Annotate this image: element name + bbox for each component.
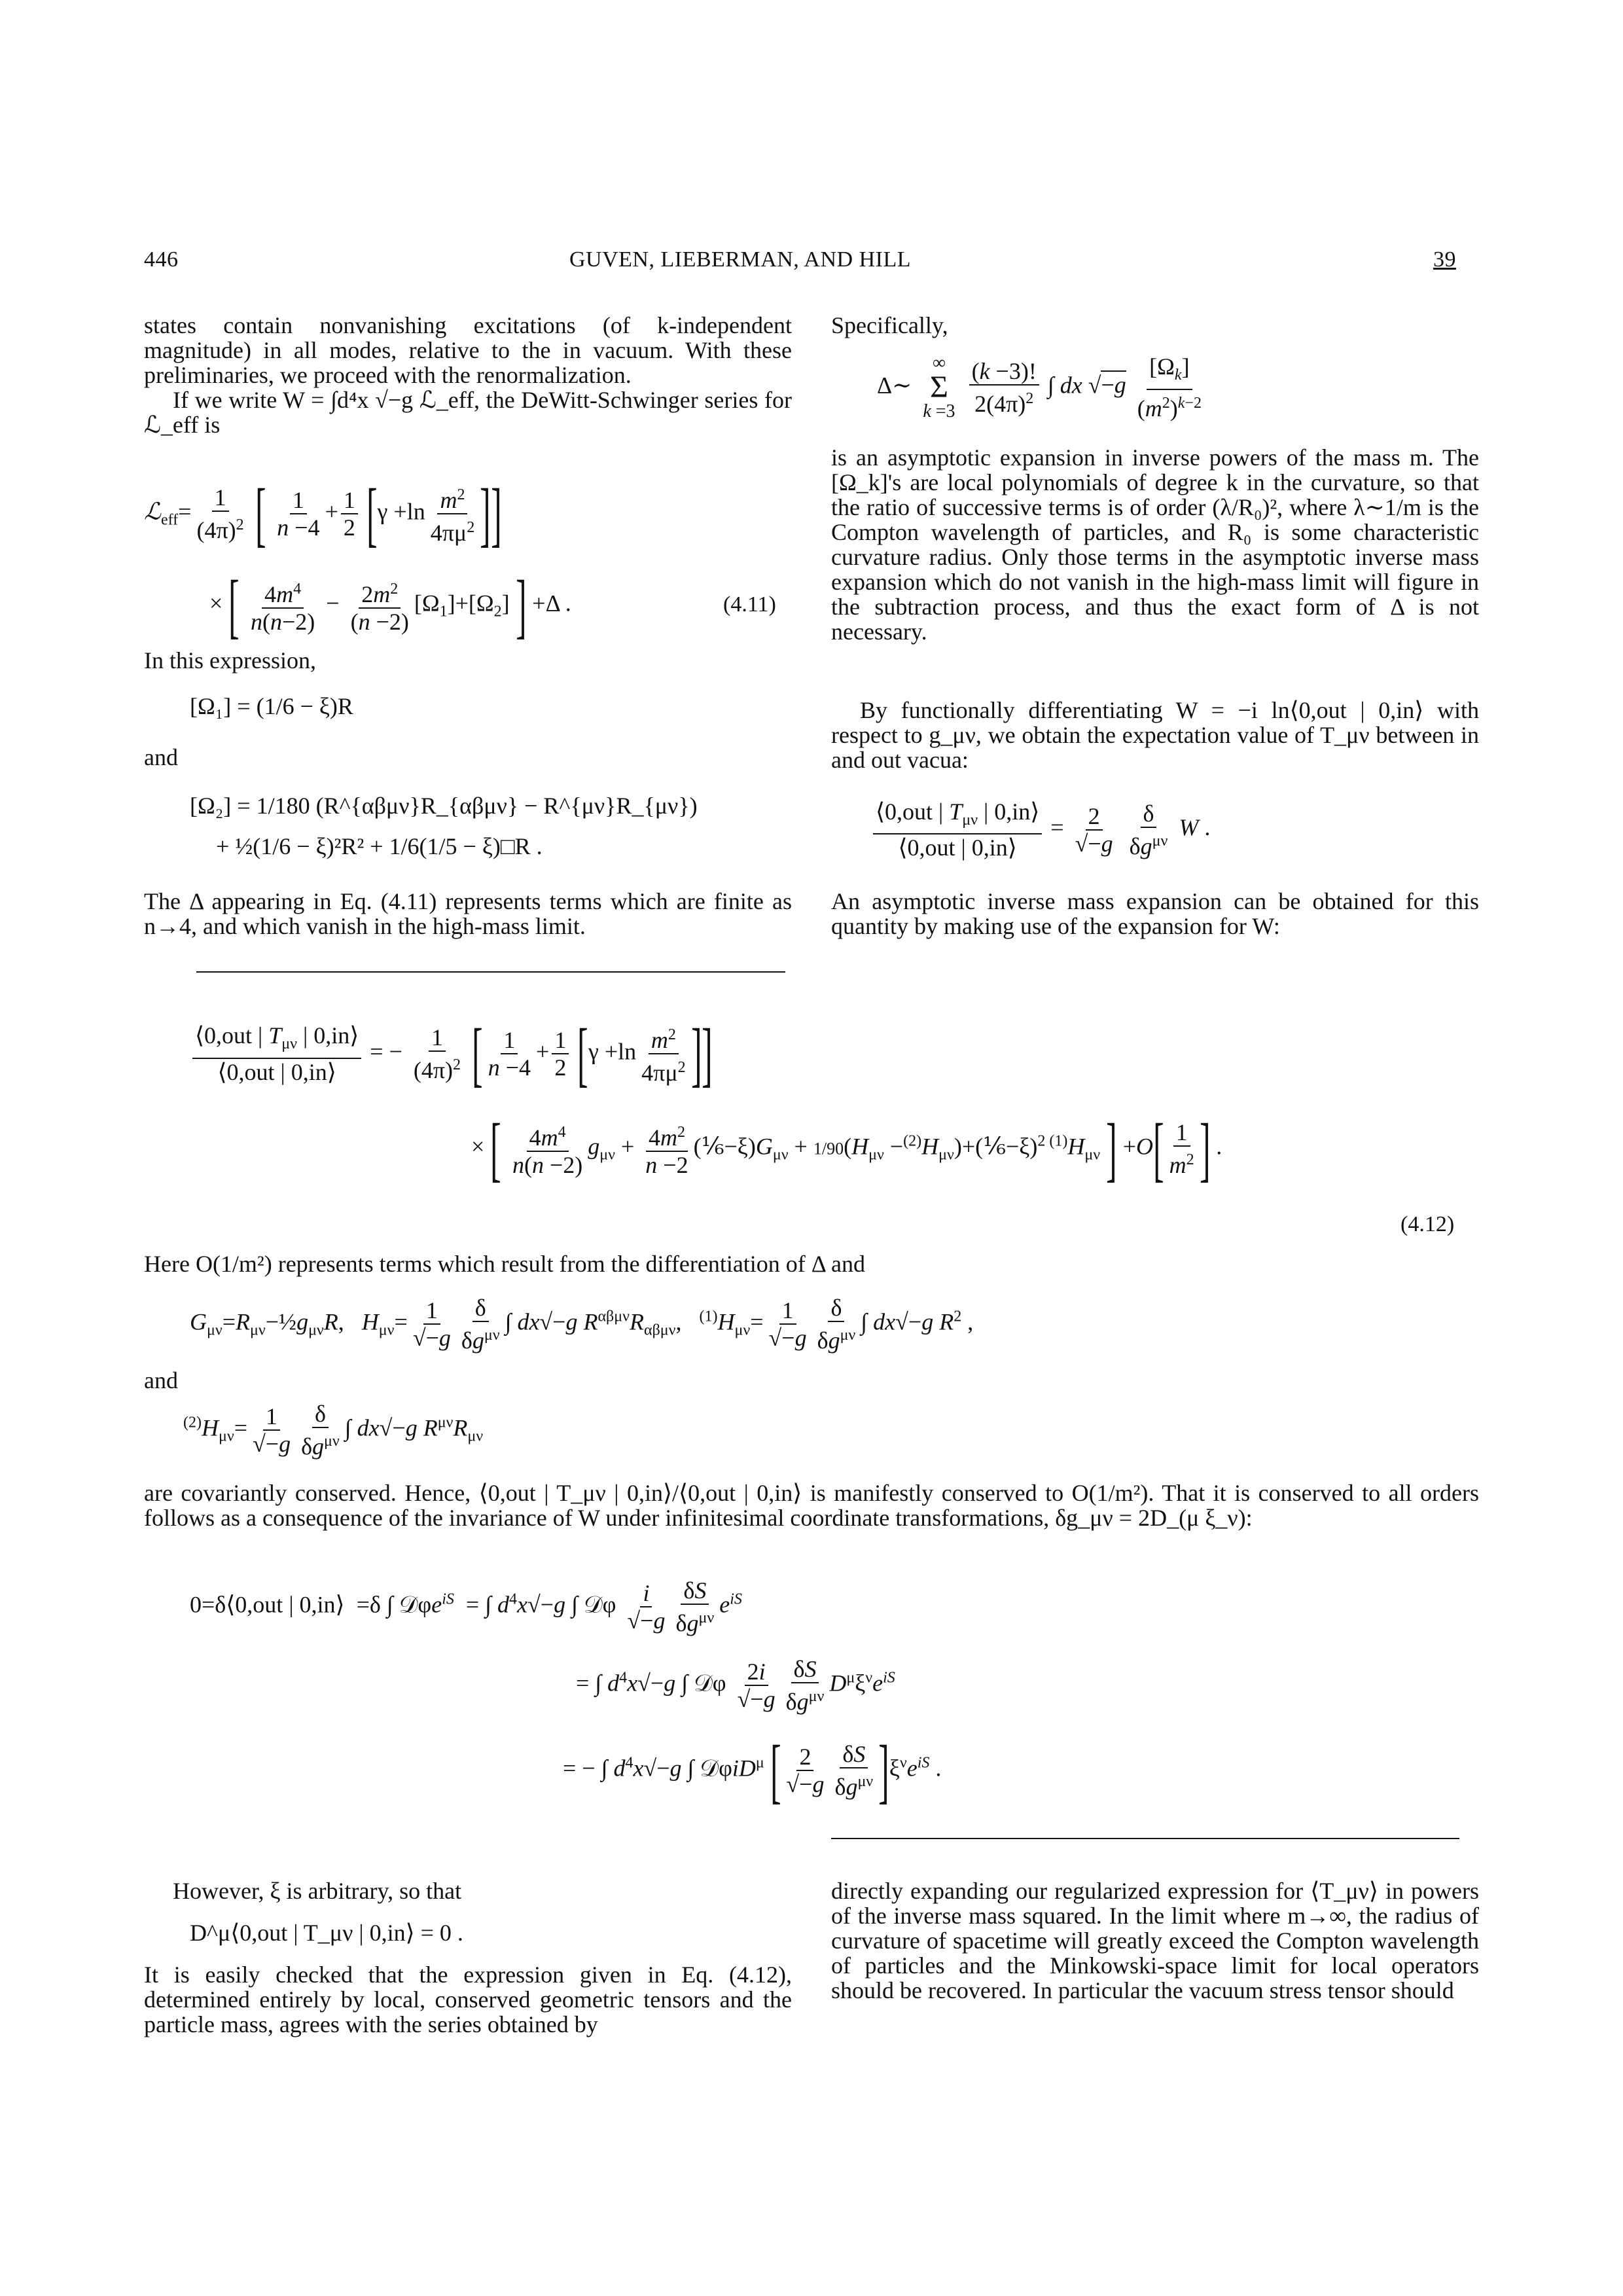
right-paragraph-2: is an asymptotic expansion in inverse powers of the mass m. The [Ω_k]'s are local polynomials of degree k in the curvature, so that the ratio of successive terms is of order (λ/R₀)², where λ∼1/m is the Compton wavelength of particles, and R₀ is some characteristic curvature radius. Only those terms in the asymptotic inverse mass expansion which do not vanish in the high-mass limit will figure in the subtraction process, and thus the exact form of Δ is not necessary. bbox=[831, 444, 1479, 645]
right-paragraph-3: By functionally differentiating W = −i ln⟨0,out | 0,in⟩ with respect to g_μν, we obtain the expectation value of T_μν between in and out vacua: bbox=[831, 697, 1479, 773]
full-paragraph-2: are covariantly conserved. Hence, ⟨0,out | T_μν | 0,in⟩/⟨0,out | 0,in⟩ is manifestly conserved to O(1/m²). That it is conserved to all orders follows as a consequence of the invariance of W under infinitesimal coordinate transformations, δg_μν = 2D_(μ ξ_ν): bbox=[144, 1480, 1479, 1531]
column-rule-left bbox=[196, 971, 785, 973]
right-paragraph-1: Specifically, bbox=[831, 312, 948, 338]
left-paragraph-2: If we write W = ∫d⁴x √−g ℒ_eff, the DeWitt-Schwinger series for ℒ_eff is bbox=[144, 387, 792, 438]
column-rule-right bbox=[831, 1838, 1459, 1839]
bottom-left-paragraph-1: However, ξ is arbitrary, so that bbox=[173, 1878, 462, 1904]
omega-2-line-2: + ½(1/6 − ξ)²R² + 1/6(1/5 − ξ)□R . bbox=[216, 833, 543, 859]
delta-expansion-equation: Δ∼ ∞ Σ k =3 $\frac{(k -3)!}{2(4\pi)^2}$ ∫ dx √−g $\frac{[\Omega_k]}{(m^2)^{k-2}}$ bbox=[877, 353, 1202, 422]
equation-4-12-line-1: $\frac{⟨0,out | T_{\mu\nu} | 0,in⟩}{\text{⟨0,out | 0,in⟩}}$ = − $\frac{1}{(4\pi)^2}$ [ $\frac{1}{n -4}$ + $\frac{1}{2}$ [γ +ln $\frac{m^2}{4\pi\mu^2}$ ]] bbox=[190, 1018, 713, 1090]
left-column bbox=[144, 313, 792, 437]
omega-2-line-1: [Ω₂] = 1/180 (R^{αβμν}R_{αβμν} − R^{μν}R_{μν}) bbox=[190, 793, 698, 819]
left-paragraph-3: In this expression, bbox=[144, 647, 316, 673]
page-number: 446 bbox=[144, 247, 179, 272]
equation-number-4-12: (4.12) bbox=[1400, 1212, 1455, 1236]
equation-4-12-line-2: × [ $\frac{4m^4}{n(n -2)}$ $g_{\mu\nu}$ + $\frac{4m^2}{n -2}$ $(\frac{1}{6}-\xi)G_{\mu\nu} + 1/90(H_{\mu\nu}$ $-^{(2)}H_{\mu\nu})+(\frac{1}{6}-\xi)^{2 (1)}H_{\mu\nu}$ ] +O[ $\frac{1}{m^2}$ ] . bbox=[471, 1109, 1222, 1189]
conservation-equation: D^μ⟨0,out | T_μν | 0,in⟩ = 0 . bbox=[190, 1920, 463, 1946]
invariance-equation-line-3: = − ∫ $d^4x√-g$ ∫ 𝒟φiD$^\mu$ [ $\frac{2}{√-g}$ $\frac{\delta S}{\delta g^{\mu\nu}}$ ]$\xi^\nu e^{iS}$ . bbox=[563, 1731, 942, 1810]
bottom-right-paragraph-1: directly expanding our regularized expression for ⟨T_μν⟩ in powers of the inverse mass squared. In the limit where m→∞, the radius of curvature of spacetime will greatly exceed the Compton wavelength of particles and the Minkowski-space limit for local operators should be recovered. In particular the vacuum stress tensor should bbox=[831, 1878, 1479, 2003]
invariance-equation-line-1: 0=δ⟨0,out | 0,in⟩ =δ ∫ 𝒟φe$^{iS}$ = ∫ $d^4x√-g$ ∫ 𝒟φ $\frac{i}{√-g}$ $\frac{\delta S}{\delta g^{\mu\nu}}$ $e^{iS}$ bbox=[190, 1577, 742, 1636]
bottom-left-paragraph-2: It is easily checked that the expression given in Eq. (4.12), determined entirely by local, conserved geometric tensors and the particle mass, agrees with the series obtained by bbox=[144, 1962, 792, 2037]
invariance-equation-line-2: = ∫ $d^4x√-g$ ∫ 𝒟φ $\frac{2i}{√-g}$ $\frac{\delta S}{\delta g^{\mu\nu}}$ $D^\mu\xi^\nu e^{iS}$ bbox=[576, 1656, 895, 1715]
running-head: GUVEN, LIEBERMAN, AND HILL bbox=[569, 247, 912, 272]
omega-1-equation: [Ω₁] = (1/6 − ξ)R bbox=[190, 693, 353, 719]
right-paragraph-4: An asymptotic inverse mass expansion can be obtained for this quantity by making use of the expansion for W: bbox=[831, 888, 1479, 939]
equation-4-11-line-2: × [ $\frac{4m^4}{n(n-2)}$ − $\frac{2m^2}{(n -2)}$ $[\Omega_1]+[\Omega_2]$ ] +Δ . bbox=[209, 565, 571, 645]
volume-number: 39 bbox=[1433, 247, 1456, 272]
left-paragraph-4: The Δ appearing in Eq. (4.11) represents terms which are finite as n→4, and which vanish in the high-mass limit. bbox=[144, 888, 792, 939]
and-label-2: and bbox=[144, 1367, 178, 1393]
left-paragraph-1: states contain nonvanishing excitations (of k-independent magnitude) in all modes, relative to the in vacuum. With these preliminaries, we proceed with the renormalization. bbox=[144, 312, 792, 388]
expectation-value-equation: $\frac{⟨0,out | T_{\mu\nu} | 0,in⟩}{\text{⟨0,out | 0,in⟩}}$ = $\frac{2}{√-g}$ $\frac{\delta}{\delta g^{\mu\nu}}$ W . bbox=[870, 798, 1210, 861]
and-label-1: and bbox=[144, 744, 178, 770]
full-paragraph-1: Here O(1/m²) represents terms which result from the differentiation of Δ and bbox=[144, 1251, 865, 1277]
second-h-tensor-equation: $^{(2)}H_{\mu\nu}=$ $\frac{1}{√-g}$ $\frac{\delta}{\delta g^{\mu\nu}}$ ∫ dx√−g $R^{\mu\nu}R_{\mu\nu}$ bbox=[183, 1401, 484, 1460]
equation-number-4-11: (4.11) bbox=[723, 592, 776, 617]
equation-4-11-line-1: ℒ$_{eff}$= $\frac{1}{(4\pi)^2}$ [ $\frac{1}{n -4}$ + $\frac{1}{2}$ [γ +ln $\frac{m^2}{4\pi\mu^2}$ ]] bbox=[144, 474, 502, 554]
tensor-definitions-equation: $G_{\mu\nu}=R_{\mu\nu}-\frac{1}{2}g_{\mu\nu}R$, $H_{\mu\nu}=$ $\frac{1}{√-g}$ $\frac{\delta}{\delta g^{\mu\nu}}$ ∫ dx√−g $R^{\alpha\beta\mu\nu}R_{\alpha\beta\mu\nu}$, $^{(1)}H_{\mu\nu}=$ $\frac{1}{√-g}$ $\frac{\delta}{\delta g^{\mu\nu}}$ ∫ dx√−g $R^2$ , bbox=[190, 1295, 974, 1354]
